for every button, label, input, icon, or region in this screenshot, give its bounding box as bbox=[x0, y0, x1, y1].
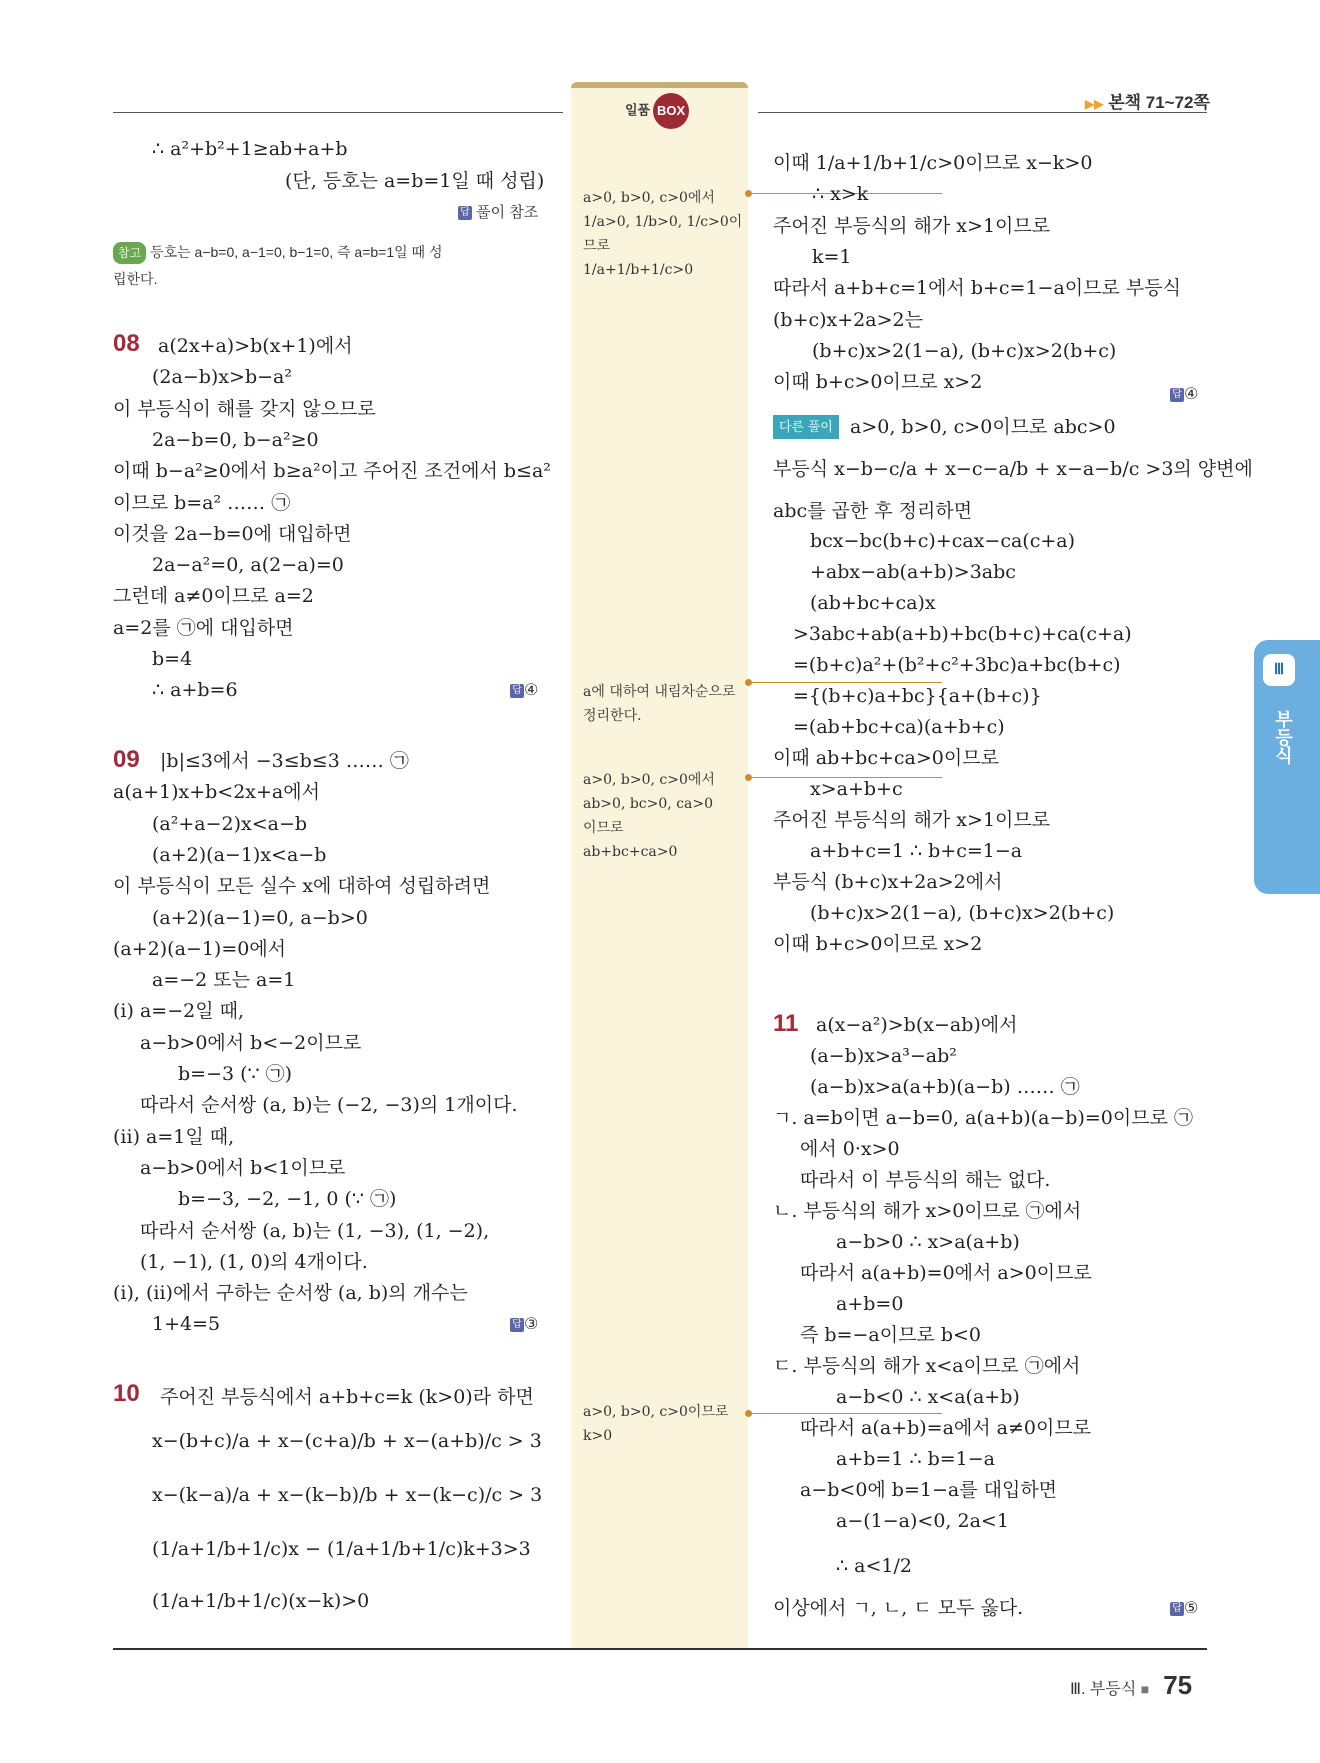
p09-line: 이 부등식이 모든 실수 x에 대하여 성립하려면 bbox=[113, 875, 491, 898]
connector-dot bbox=[745, 774, 752, 781]
p09-line: (a+2)(a−1)=0에서 bbox=[113, 937, 287, 960]
p11-line: ∴ a<1/2 bbox=[836, 1555, 912, 1577]
box-badge: BOX bbox=[653, 93, 689, 129]
alt-line: =(b+c)a²+(b²+c²+3bc)a+bc(b+c) bbox=[793, 654, 1121, 676]
alt-line: (b+c)x>2(1−a), (b+c)x>2(b+c) bbox=[810, 902, 1115, 924]
margin-note bbox=[583, 1400, 743, 1448]
margin-note-line: 이므로 bbox=[583, 820, 624, 836]
alt-line: 부등식 x−b−c/a + x−c−a/b + x−a−b/c >3의 양변에 bbox=[773, 458, 1253, 480]
p10-right-line: 주어진 부등식의 해가 x>1이므로 bbox=[773, 214, 1051, 237]
p09-line: a=−2 또는 a=1 bbox=[152, 969, 296, 992]
p08-line: 그런데 a≠0이므로 a=2 bbox=[113, 585, 314, 608]
note-paragraph: 참고 등호는 a−b=0, a−1=0, b−1=0, 즉 a=b=1일 때 성 bbox=[113, 241, 553, 264]
alt-line: ={(b+c)a+bc}{a+(b+c)} bbox=[793, 685, 1042, 707]
p10-line: (1/a+1/b+1/c)x − (1/a+1/b+1/c)k+3>3 bbox=[152, 1538, 531, 1560]
p10-right-line: ∴ x>k bbox=[812, 183, 869, 206]
p09-line: 따라서 순서쌍 (a, b)는 (1, −3), (1, −2), bbox=[140, 1219, 490, 1242]
p11-line: 따라서 a(a+b)=a에서 a≠0이므로 bbox=[800, 1417, 1092, 1439]
answer-icon: 답 bbox=[1170, 1602, 1184, 1616]
margin-note bbox=[583, 680, 743, 728]
margin-note-line: a>0, b>0, c>0에서 bbox=[583, 190, 715, 206]
alt-line: >3abc+ab(a+b)+bc(b+c)+ca(c+a) bbox=[793, 623, 1132, 645]
alt-line: =(ab+bc+ca)(a+b+c) bbox=[793, 716, 1005, 738]
answer-value: ③ bbox=[524, 1316, 539, 1333]
connector-dot bbox=[745, 679, 752, 686]
p10-right-line: 따라서 a+b+c=1에서 b+c=1−a이므로 부등식 bbox=[773, 277, 1181, 300]
margin-note bbox=[583, 186, 743, 282]
chapter-tab-title: 부등식 bbox=[1273, 710, 1293, 764]
intro-line: (단, 등호는 a=b=1일 때 성립) bbox=[285, 170, 545, 192]
p11-line: ㄷ. 부등식의 해가 x<a이므로 ㉠에서 bbox=[773, 1355, 1081, 1377]
p11-line: ㄱ. a=b이면 a−b=0, a(a+b)(a−b)=0이므로 ㉠ bbox=[773, 1107, 1193, 1129]
connector-line bbox=[752, 682, 942, 683]
p10-line: x−(b+c)/a + x−(c+a)/b + x−(a+b)/c > 3 bbox=[152, 1430, 542, 1452]
p10-line: (1/a+1/b+1/c)(x−k)>0 bbox=[152, 1590, 370, 1612]
p08-line: a(2x+a)>b(x+1)에서 bbox=[158, 335, 353, 357]
p08-line: b=4 bbox=[152, 648, 193, 670]
p08-line: (2a−b)x>b−a² bbox=[152, 366, 292, 389]
answer-11 bbox=[1170, 1598, 1198, 1620]
p09-line: 1+4=5 bbox=[152, 1313, 221, 1336]
p08-line: 2a−b=0, b−a²≥0 bbox=[152, 428, 319, 451]
note-paragraph: 립한다. bbox=[113, 271, 158, 287]
p08-line: 이때 b−a²≥0에서 b≥a²이고 주어진 조건에서 b≤a² bbox=[113, 460, 551, 483]
p10-line: x−(k−a)/a + x−(k−b)/b + x−(k−c)/c > 3 bbox=[152, 1484, 543, 1506]
p09-line: (a²+a−2)x<a−b bbox=[152, 812, 308, 835]
p09-line: a−b>0에서 b<−2이므로 bbox=[140, 1031, 362, 1054]
margin-note-line: 1/a>0, 1/b>0, 1/c>0이 bbox=[583, 214, 743, 230]
answer-09 bbox=[510, 1314, 538, 1336]
p11-line: (a−b)x>a(a+b)(a−b) …… ㉠ bbox=[810, 1076, 1080, 1098]
margin-note-line: ab>0, bc>0, ca>0 bbox=[583, 796, 714, 812]
p11-line: a+b=1 ∴ b=1−a bbox=[836, 1448, 996, 1470]
note-tag: 참고 bbox=[113, 242, 146, 264]
p11-line: a−b<0에 b=1−a를 대입하면 bbox=[800, 1479, 1058, 1501]
alt-line: +abx−ab(a+b)>3abc bbox=[810, 561, 1016, 583]
p10-right-line: 이때 b+c>0이므로 x>2 bbox=[773, 371, 983, 394]
chapter-roman: Ⅲ bbox=[1263, 654, 1295, 686]
p08-line: a=2를 ㉠에 대입하면 bbox=[113, 616, 294, 639]
answer-10 bbox=[1170, 384, 1198, 406]
p09-line: (a+2)(a−1)=0, a−b>0 bbox=[152, 906, 368, 929]
p10-right-line: (b+c)x+2a>2는 bbox=[773, 308, 923, 331]
p11-line: 따라서 a(a+b)=0에서 a>0이므로 bbox=[800, 1262, 1092, 1284]
alt-line: 부등식 (b+c)x+2a>2에서 bbox=[773, 871, 1003, 893]
alt-line: bcx−bc(b+c)+cax−ca(c+a) bbox=[810, 530, 1075, 552]
margin-note-line: k>0 bbox=[583, 1428, 613, 1444]
answer-icon: 답 bbox=[458, 206, 472, 220]
alt-line: 이때 ab+bc+ca>0이므로 bbox=[773, 747, 999, 769]
margin-note-line: 1/a+1/b+1/c>0 bbox=[583, 262, 694, 278]
p08-line: 2a−a²=0, a(2−a)=0 bbox=[152, 554, 344, 577]
alt-line: 이때 b+c>0이므로 x>2 bbox=[773, 933, 983, 955]
alt-line: 주어진 부등식의 해가 x>1이므로 bbox=[773, 809, 1051, 831]
p11-line: a−b<0 ∴ x<a(a+b) bbox=[836, 1386, 1020, 1408]
answer-icon: 답 bbox=[510, 1318, 524, 1332]
p11-line: (a−b)x>a³−ab² bbox=[810, 1045, 957, 1067]
top-rule-left bbox=[113, 112, 563, 113]
alt-line: x>a+b+c bbox=[810, 778, 903, 800]
p09-line: (i), (ii)에서 구하는 순서쌍 (a, b)의 개수는 bbox=[113, 1282, 468, 1305]
p09-line: b=−3 (∵ ㉠) bbox=[178, 1063, 293, 1085]
p08-line: 이것을 2a−b=0에 대입하면 bbox=[113, 522, 352, 545]
p11-line: 에서 0·x>0 bbox=[800, 1138, 900, 1160]
p10-right-line: 이때 1/a+1/b+1/c>0이므로 x−k>0 bbox=[773, 152, 1093, 174]
p08-line: 이 부등식이 해를 갖지 않으므로 bbox=[113, 397, 376, 420]
p10-right-line: (b+c)x>2(1−a), (b+c)x>2(b+c) bbox=[812, 339, 1117, 362]
answer-icon: 답 bbox=[510, 684, 524, 698]
answer-value: ④ bbox=[1184, 386, 1199, 403]
p09-line: (i) a=−2일 때, bbox=[113, 1000, 244, 1023]
problem-number-08: 08 bbox=[113, 330, 140, 357]
answer-value: ④ bbox=[524, 682, 539, 699]
margin-note-line: 정리한다. bbox=[583, 708, 642, 724]
p11-line: a(x−a²)>b(x−ab)에서 bbox=[816, 1014, 1018, 1036]
p11-line: 따라서 이 부등식의 해는 없다. bbox=[800, 1169, 1051, 1191]
margin-note-line: a>0, b>0, c>0에서 bbox=[583, 772, 715, 788]
problem-number-10: 10 bbox=[113, 1380, 140, 1407]
connector-line bbox=[752, 1413, 942, 1414]
box-label: 일품 BOX bbox=[625, 93, 689, 129]
p09-line: |b|≤3에서 −3≤b≤3 …… ㉠ bbox=[160, 750, 409, 772]
alt-line: (ab+bc+ca)x bbox=[810, 592, 936, 614]
p09-line: a(a+1)x+b<2x+a에서 bbox=[113, 781, 320, 804]
footer-chapter: Ⅲ. 부등식 bbox=[1070, 1681, 1137, 1698]
problem-number-09: 09 bbox=[113, 746, 140, 773]
alt-line: a+b+c=1 ∴ b+c=1−a bbox=[810, 840, 1023, 862]
answer-08 bbox=[510, 680, 538, 702]
bottom-rule bbox=[113, 1648, 1207, 1650]
p10-right-line: k=1 bbox=[812, 245, 852, 268]
p11-line: a−(1−a)<0, 2a<1 bbox=[836, 1510, 1009, 1532]
p09-line: (a+2)(a−1)x<a−b bbox=[152, 843, 327, 866]
p09-line: b=−3, −2, −1, 0 (∵ ㉠) bbox=[178, 1188, 397, 1211]
p08-line: 이므로 b=a² …… ㉠ bbox=[113, 491, 291, 514]
margin-note-line: 므로 bbox=[583, 238, 611, 254]
p09-line: (1, −1), (1, 0)의 4개이다. bbox=[140, 1250, 368, 1273]
alt-tag: 다른 풀이 bbox=[773, 415, 839, 439]
p09-line: (ii) a=1일 때, bbox=[113, 1125, 235, 1148]
answer-icon: 답 bbox=[1170, 388, 1184, 402]
margin-note-line: ab+bc+ca>0 bbox=[583, 844, 678, 860]
margin-note-line: a>0, b>0, c>0이므로 bbox=[583, 1404, 729, 1420]
p08-line: ∴ a+b=6 bbox=[152, 679, 238, 702]
connector-dot bbox=[745, 190, 752, 197]
problem-number-11: 11 bbox=[773, 1010, 799, 1037]
alt-line: a>0, b>0, c>0이므로 abc>0 bbox=[850, 416, 1116, 438]
p09-line: 따라서 순서쌍 (a, b)는 (−2, −3)의 1개이다. bbox=[140, 1094, 518, 1117]
margin-note-line: a에 대하여 내림차순으로 bbox=[583, 684, 736, 700]
footer: Ⅲ. 부등식 ■ 75 bbox=[1070, 1670, 1193, 1700]
p11-line: 이상에서 ㄱ, ㄴ, ㄷ 모두 옳다. bbox=[773, 1597, 1024, 1619]
solution-reference: 답 풀이 참조 bbox=[458, 202, 538, 224]
alt-line: abc를 곱한 후 정리하면 bbox=[773, 500, 973, 522]
double-arrow-icon: ▶▶ bbox=[1085, 97, 1104, 111]
margin-note bbox=[583, 768, 743, 864]
p09-line: a−b>0에서 b<1이므로 bbox=[140, 1156, 346, 1179]
chapter-tab[interactable] bbox=[1254, 640, 1320, 894]
p11-line: a−b>0 ∴ x>a(a+b) bbox=[836, 1231, 1020, 1253]
answer-value: ⑤ bbox=[1184, 1600, 1199, 1617]
p10-line: 주어진 부등식에서 a+b+c=k (k>0)라 하면 bbox=[160, 1386, 534, 1408]
p11-line: ㄴ. 부등식의 해가 x>0이므로 ㉠에서 bbox=[773, 1200, 1082, 1222]
page-reference: ▶▶ 본책 71~72쪽 bbox=[1085, 93, 1210, 112]
connector-dot bbox=[745, 1410, 752, 1417]
alt-solution-tag bbox=[773, 415, 839, 439]
p11-line: a+b=0 bbox=[836, 1293, 904, 1315]
p11-line: 즉 b=−a이므로 b<0 bbox=[800, 1324, 981, 1346]
page-number: 75 bbox=[1163, 1670, 1193, 1700]
intro-line: ∴ a²+b²+1≥ab+a+b bbox=[152, 138, 348, 160]
